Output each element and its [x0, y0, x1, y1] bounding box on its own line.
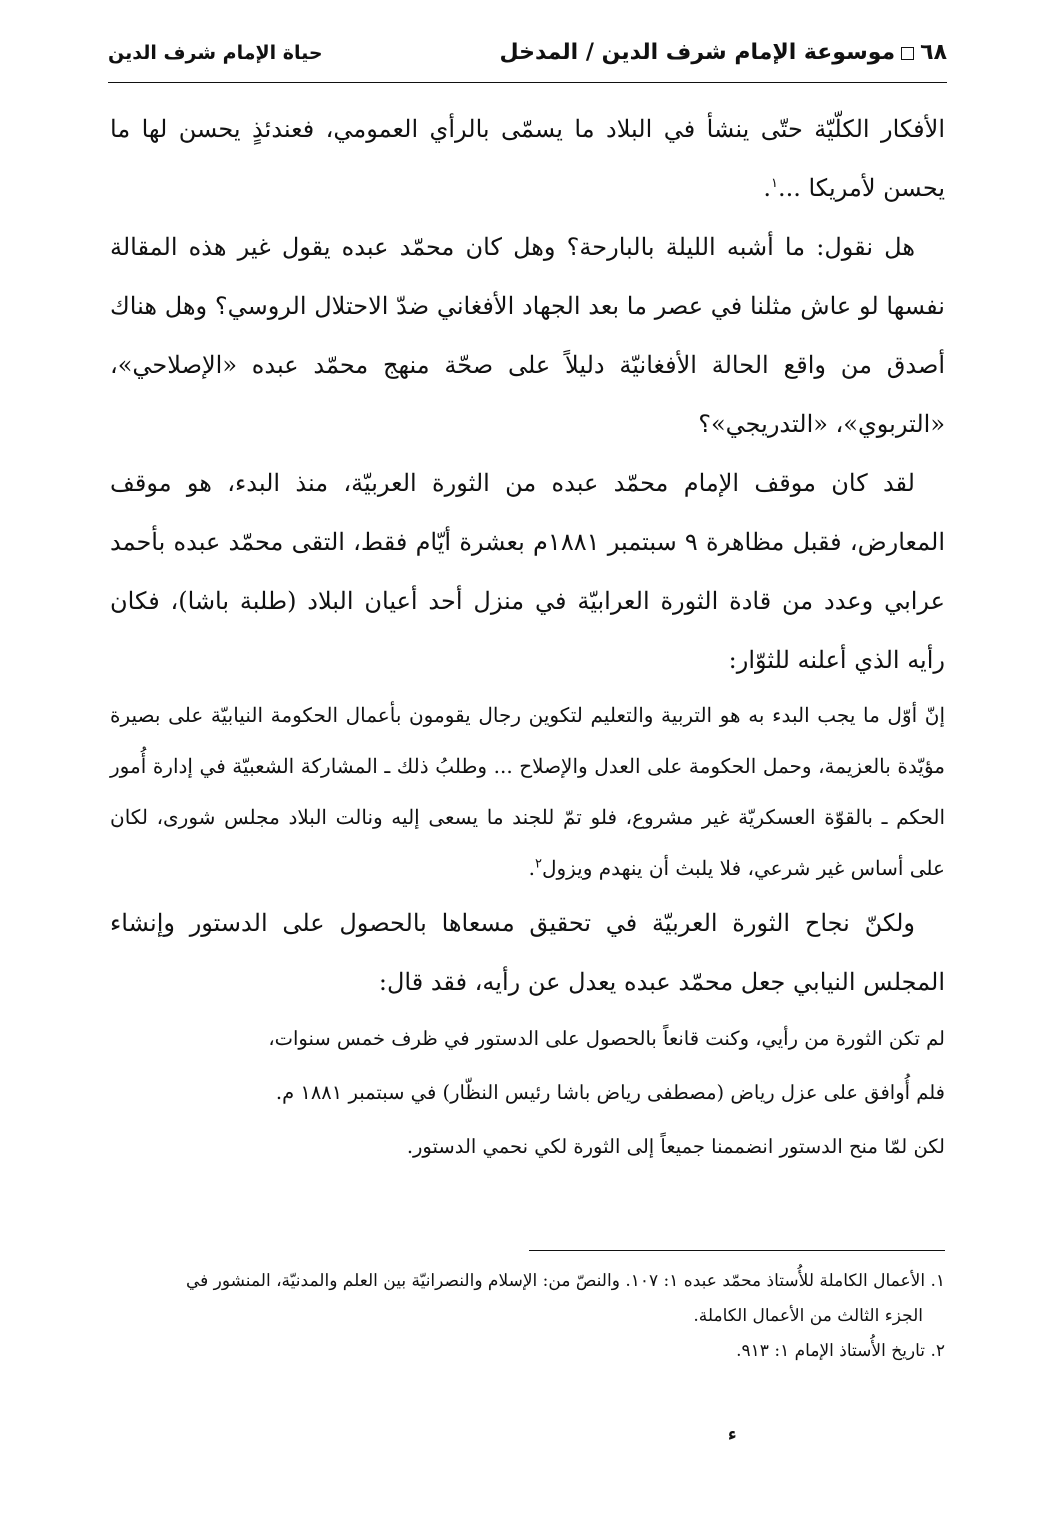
footnote-1-line-1: ١. الأعمال الكاملة للأُستاذ محمّد عبده ١: ١٠٧. والنصّ من: الإسلام والنصرانيّة بين العلم والمدنيّة، المنشور في — [185, 1271, 945, 1291]
signature-mark: ء — [728, 1424, 737, 1445]
footnote-ref-1: ١ — [770, 176, 778, 191]
footnote-divider — [529, 1250, 945, 1251]
page-header — [108, 36, 947, 76]
quote-2-line-1: لم تكن الثورة من رأيي، وكنت قانعاً بالحصول على الدستور في ظرف خمس سنوات، — [268, 1027, 945, 1050]
chapter-title: حياة الإمام شرف الدين — [108, 42, 323, 64]
paragraph-1: الأفكار الكلّيّة حتّى ينشأ في البلاد ما يسمّى بالرأي العمومي، فعندئذٍ يحسن لها ما يحسن لأمريكا ...$^١$. — [110, 115, 945, 202]
paragraph-3: لقد كان موقف الإمام محمّد عبده من الثورة العربيّة، منذ البدء، هو موقف المعارض، فقبل مظاهرة ٩ سبتمبر ١٨٨١م بعشرة أيّام فقط، التقى محمّد عبده بأحمد عرابي وعدد من قادة الثورة العرابيّة في منزل أحد أعيان البلاد (طلبة باشا)، فكان رأيه الذي أعلنه للثوّار: — [110, 469, 945, 674]
paragraph-4: ولكنّ نجاح الثورة العربيّة في تحقيق مسعاها بالحصول على الدستور وإنشاء المجلس النيابي جعل محمّد عبده يعدل عن رأيه، فقد قال: — [110, 909, 945, 996]
footnote-2: ٢. تاريخ الأُستاذ الإمام ١: ٩١٣. — [736, 1341, 945, 1361]
footnotes — [105, 1264, 945, 1369]
footnote-1-line-2: الجزء الثالث من الأعمال الكاملة. — [693, 1306, 923, 1326]
header-divider — [108, 82, 947, 83]
quote-1-text: إنّ أوّل ما يجب البدء به هو التربية والتعليم لتكوين رجال يقومون بأعمال الحكومة النيابيّة على بصيرة مؤيّدة بالعزيمة، وحمل الحكومة على العدل والإصلاح ... وطلبُ ذلك ـ المشاركة الشعبيّة في إدارة أُمور الحكم ـ بالقوّة العسكريّة غير مشروع، فلو تمّ للجند ما يسعى إليه ونالت البلاد مجلس شورى، لكان على أساس غير شرعي، فلا يلبث أن ينهدم ويزول — [110, 703, 945, 880]
quote-1: إنّ أوّل ما يجب البدء به هو التربية والتعليم لتكوين رجال يقومون بأعمال الحكومة النيابيّة على بصيرة مؤيّدة بالعزيمة، وحمل الحكومة على العدل والإصلاح ... وطلبُ ذلك ـ المشاركة الشعبيّة في إدارة أُمور الحكم ـ بالقوّة العسكريّة غير مشروع، فلو تمّ للجند ما يسعى إليه ونالت البلاد مجلس شورى، لكان على أساس غير شرعي، فلا يلبث أن ينهدم ويزول$^٢$. — [110, 703, 945, 880]
quote-block-2 — [110, 1012, 945, 1174]
quote-2-line-2: فلم أُوافق على عزل رياض (مصطفى رياض باشا رئيس النظّار) في سبتمبر ١٨٨١ م. — [275, 1081, 945, 1104]
footnote-ref-2: ٢ — [534, 856, 542, 872]
square-ornament-icon — [901, 47, 914, 60]
quote-2-line-3: لكن لمّا منح الدستور انضممنا جميعاً إلى الثورة لكي نحمي الدستور. — [406, 1135, 945, 1158]
paragraph-2: هل نقول: ما أشبه الليلة بالبارحة؟ وهل كان محمّد عبده يقول غير هذه المقالة نفسها لو عاش مثلنا في عصر ما بعد الجهاد الأفغاني ضدّ الاحتلال الروسي؟ وهل هناك أصدق من واقع الحالة الأفغانيّة دليلاً على صحّة منهج محمّد عبده «الإصلاحي»، «التربوي»، «التدريجي»؟ — [110, 233, 945, 438]
main-text — [110, 100, 945, 1174]
book-title: موسوعة الإمام شرف الدين / المدخل — [499, 40, 896, 65]
paragraph-1-text: الأفكار الكلّيّة حتّى ينشأ في البلاد ما يسمّى بالرأي العمومي، فعندئذٍ يحسن لها ما يحسن لأمريكا ... — [110, 115, 945, 202]
header-title-group — [499, 40, 947, 65]
quote-block-1 — [110, 690, 945, 894]
page-number: ٦٨ — [920, 40, 947, 65]
